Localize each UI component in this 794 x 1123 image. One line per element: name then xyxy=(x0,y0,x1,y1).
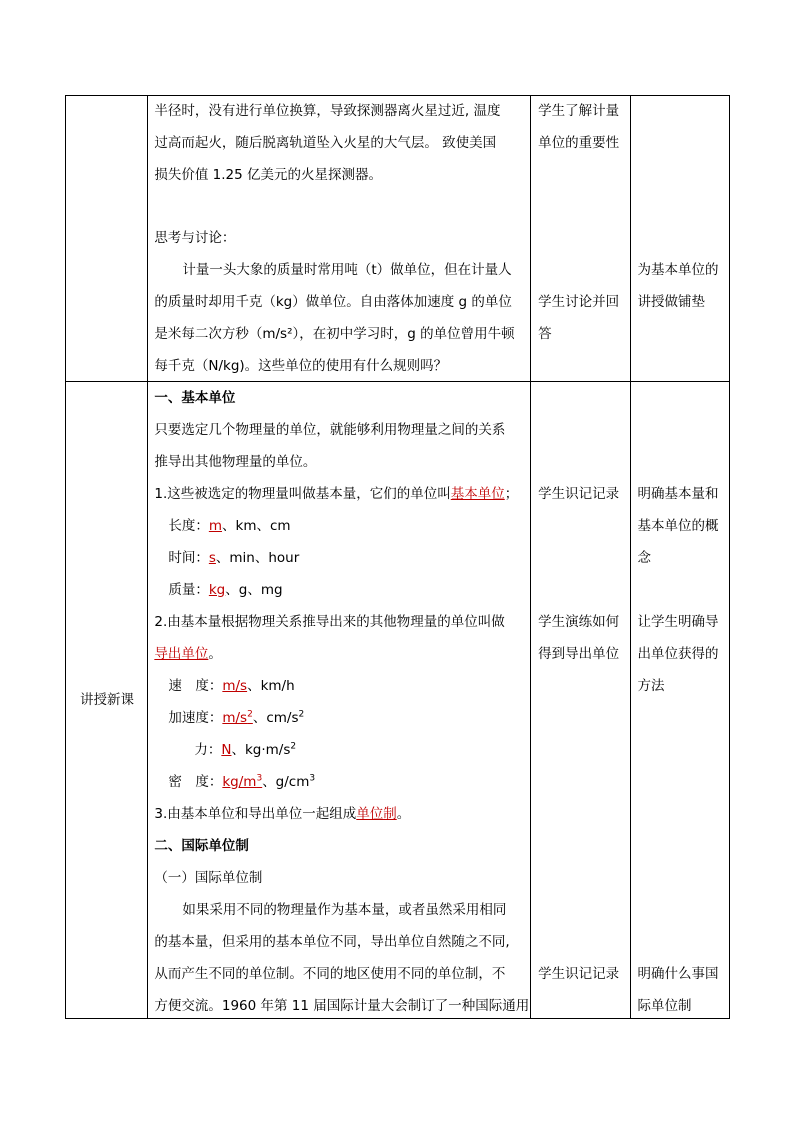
key-unit: kg xyxy=(208,582,226,598)
design-intent-text: 让学生明确导 xyxy=(637,614,719,630)
row1-stage-cell xyxy=(66,96,148,382)
stage-label: 讲授新课 xyxy=(80,692,134,708)
example-length xyxy=(168,518,290,534)
units: 、min、hour xyxy=(215,550,300,566)
table-row-intro xyxy=(66,96,730,382)
student-activity-text: 学生识记记录 xyxy=(538,486,620,502)
key-unit xyxy=(222,774,262,790)
units: 、g、mg xyxy=(225,582,283,598)
content-line: 半径时，没有进行单位换算，导致探测器离火星过近, 温度 xyxy=(154,103,501,119)
student-activity-text: 学生讨论并回 xyxy=(538,294,620,310)
row1-intent-cell xyxy=(630,96,729,382)
units: 、km、cm xyxy=(222,518,291,534)
text: ； xyxy=(504,486,519,502)
key-unit: m/s xyxy=(222,678,248,694)
label: 加速度： xyxy=(168,710,223,726)
content-line: 每千克（N/kg)。这些单位的使用有什么规则吗？ xyxy=(154,358,448,374)
section-heading-basic-units: 一、基本单位 xyxy=(154,390,236,406)
content-line xyxy=(154,646,222,662)
label: 速 度： xyxy=(168,678,223,694)
example-mass xyxy=(168,582,282,598)
label: 时间： xyxy=(168,550,209,566)
exponent: 2 xyxy=(247,709,253,720)
content-line: 是米每二次方秒（m/s²），在初中学习时，g 的单位曾用牛顿 xyxy=(154,326,515,342)
unit-base: kg/m xyxy=(222,774,257,790)
key-unit: s xyxy=(208,550,216,566)
content-line: 的质量时却用千克（kg）做单位。自由落体加速度 g 的单位 xyxy=(154,294,512,310)
row2-content-cell xyxy=(148,382,531,1019)
design-intent-text: 出单位获得的 xyxy=(637,646,719,662)
row2-intent-cell xyxy=(630,382,729,1019)
keyword-unit-system: 单位制 xyxy=(356,806,397,822)
subheading-si: （一）国际单位制 xyxy=(154,870,263,886)
exponent: 2 xyxy=(298,709,305,720)
text: 1.这些被选定的物理量叫做基本量，它们的单位叫 xyxy=(154,486,451,502)
design-intent-text: 念 xyxy=(637,550,652,566)
unit-base: 、kg·m/s xyxy=(231,742,291,758)
example-time xyxy=(168,550,299,566)
table-row-new-lesson xyxy=(66,382,730,1019)
example-force xyxy=(194,742,296,758)
keyword-basic-unit: 基本单位 xyxy=(450,486,505,502)
text: 。 xyxy=(208,646,222,662)
lesson-plan-table xyxy=(65,95,730,1019)
example-acceleration xyxy=(168,710,304,726)
label: 长度： xyxy=(168,518,209,534)
student-activity-text: 单位的重要性 xyxy=(538,135,620,151)
exponent: 2 xyxy=(290,741,297,752)
row1-content-cell xyxy=(148,96,531,382)
design-intent-text: 方法 xyxy=(637,678,665,694)
units xyxy=(253,710,304,726)
keyword-derived-unit: 导出单位 xyxy=(154,646,209,662)
key-unit: m xyxy=(208,518,223,534)
design-intent-text: 际单位制 xyxy=(637,998,692,1014)
discussion-heading: 思考与讨论： xyxy=(154,230,236,246)
content-line: 如果采用不同的物理量作为基本量，或者虽然采用相同 xyxy=(182,902,507,918)
student-activity-text: 学生演练如何 xyxy=(538,614,620,630)
units xyxy=(231,742,296,758)
content-line: 推导出其他物理量的单位。 xyxy=(154,454,317,470)
key-unit: N xyxy=(221,742,232,758)
key-unit xyxy=(222,710,252,726)
design-intent-text: 讲授做铺垫 xyxy=(637,294,706,310)
text: 。 xyxy=(396,806,411,822)
content-line: 计量一头大象的质量时常用吨（t）做单位，但在计量人 xyxy=(182,262,512,278)
content-line: 从而产生不同的单位制。不同的地区使用不同的单位制，不 xyxy=(154,966,506,982)
section-heading-si: 二、国际单位制 xyxy=(154,838,249,854)
units: 、km/h xyxy=(247,678,295,694)
content-line: 损失价值 1.25 亿美元的火星探测器。 xyxy=(154,167,383,183)
design-intent-text: 基本单位的概 xyxy=(637,518,719,534)
content-line xyxy=(154,486,518,502)
row2-student-cell xyxy=(531,382,630,1019)
label: 密 度： xyxy=(168,774,223,790)
content-line: 只要选定几个物理量的单位，就能够利用物理量之间的关系 xyxy=(154,422,506,438)
label: 质量： xyxy=(168,582,209,598)
content-line: 方便交流。1960 年第 11 届国际计量大会制订了一种国际通用 xyxy=(154,998,530,1014)
design-intent-text: 明确基本量和 xyxy=(637,486,719,502)
label: 力： xyxy=(194,742,222,758)
student-activity-text: 学生识记记录 xyxy=(538,966,620,982)
unit-base: m/s xyxy=(222,710,248,726)
design-intent-text: 明确什么事国 xyxy=(637,966,719,982)
example-density xyxy=(168,774,315,790)
student-activity-text: 答 xyxy=(538,326,552,342)
design-intent-text: 为基本单位的 xyxy=(637,262,719,278)
content-line: 的基本量，但采用的基本单位不同，导出单位自然随之不同, xyxy=(154,934,510,950)
units xyxy=(262,774,315,790)
student-activity-text: 得到导出单位 xyxy=(538,646,620,662)
unit-base: 、g/cm xyxy=(262,774,310,790)
example-speed xyxy=(168,678,294,694)
exponent: 3 xyxy=(256,773,263,784)
unit-base: 、cm/s xyxy=(252,710,299,726)
row1-student-cell xyxy=(531,96,630,382)
content-line xyxy=(154,806,410,822)
content-line: 2.由基本量根据物理关系推导出来的其他物理量的单位叫做 xyxy=(154,614,505,630)
row2-stage-cell xyxy=(66,382,148,1019)
text: 3.由基本单位和导出单位一起组成 xyxy=(154,806,357,822)
student-activity-text: 学生了解计量 xyxy=(538,103,620,119)
content-line: 过高而起火，随后脱离轨道坠入火星的大气层。 致使美国 xyxy=(154,135,497,151)
exponent: 3 xyxy=(309,773,316,784)
